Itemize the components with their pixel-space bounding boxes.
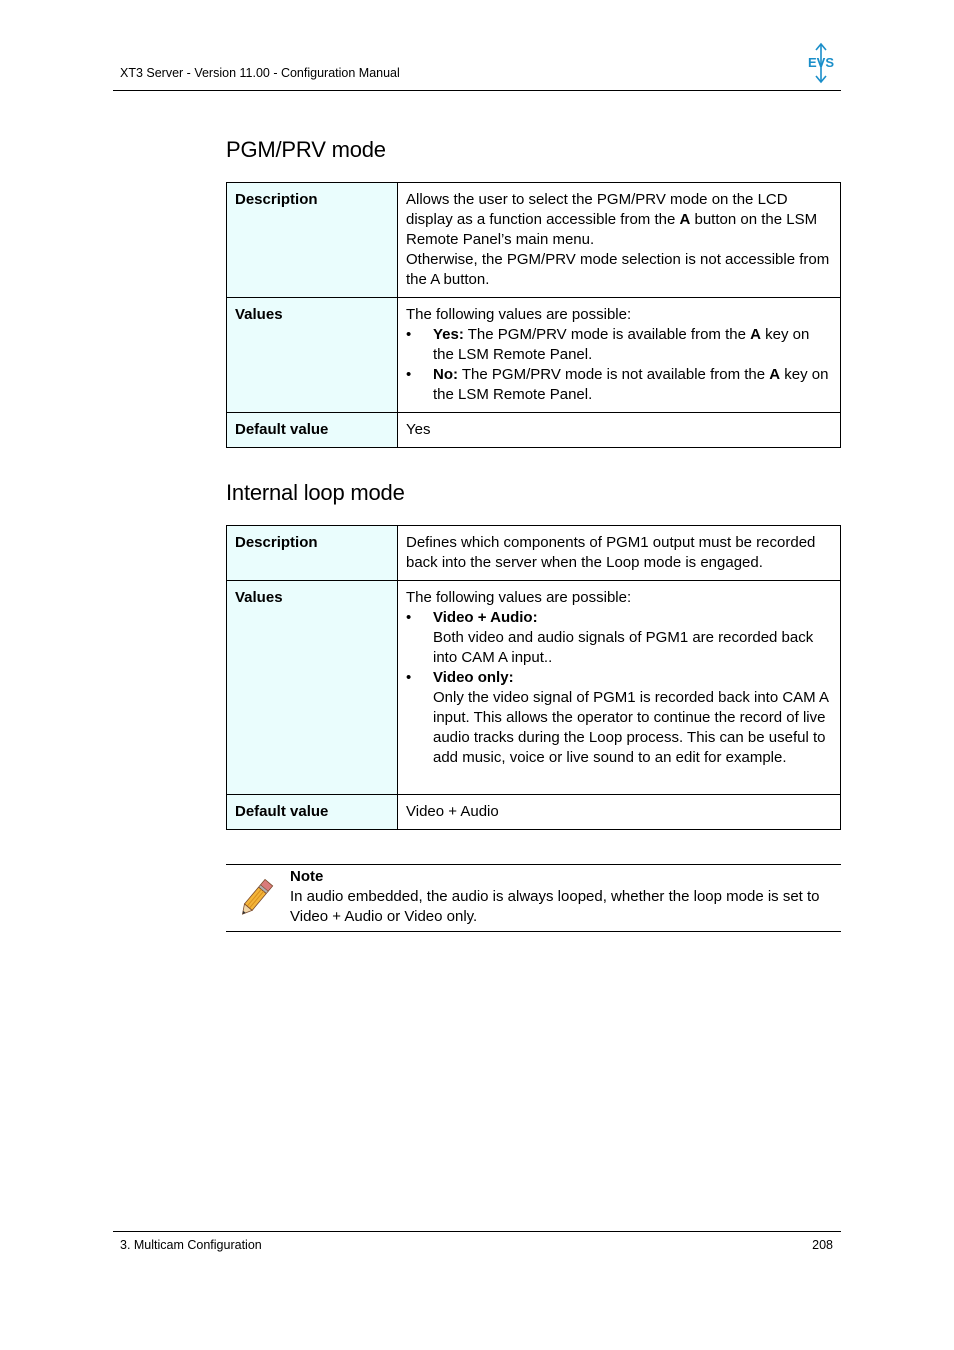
pgm-prv-table (226, 182, 841, 448)
internal-loop-table (226, 525, 841, 830)
evs-logo (804, 42, 838, 84)
header-divider (113, 90, 841, 91)
footer-chapter: 3. Multicam Configuration (120, 1238, 262, 1252)
section-title-pgm-prv: PGM/PRV mode (226, 137, 386, 162)
list-item: • Video only: Only the video signal of PGM1 is recorded back into CAM A input. This allows the operator to continue the record of live audio tracks during the Loop process. This can be useful to add music, voice or live sound to an edit for example. (406, 669, 829, 766)
row-value: The following values are possible: • Yes: The PGM/PRV mode is available from the A key on the LSM Remote Panel. • No: The PGM/PRV mode is not available from the A key on the LSM Remote Panel. (398, 298, 841, 413)
row-key: Values (227, 298, 398, 413)
note-title: Note (290, 868, 324, 885)
row-value: Defines which components of PGM1 output must be recorded back into the server when the Loop mode is engaged. (398, 526, 841, 581)
row-value: The following values are possible: • Video + Audio: Both video and audio signals of PGM1 are recorded back into CAM A input.. • Video only: Only the video signal of PGM1 is recorded back into CAM A input. This allows the operator to continue the record of live audio tracks during the Loop process. This can be useful to add music, voice or live sound to an edit for example. (398, 581, 841, 795)
row-key: Default value (227, 413, 398, 448)
section-title-internal-loop: Internal loop mode (226, 480, 405, 505)
row-key: Values (227, 581, 398, 795)
list-item: • Video + Audio: Both video and audio signals of PGM1 are recorded back into CAM A input.. (406, 609, 814, 666)
list-item: • Yes: The PGM/PRV mode is available from the A key on the LSM Remote Panel. (406, 326, 810, 363)
note-divider-top (226, 864, 841, 865)
footer-divider (113, 1231, 841, 1232)
row-value: Allows the user to select the PGM/PRV mode on the LCD display as a function accessible from the A button on the LSM Remote Panel’s main menu. Otherwise, the PGM/PRV mode selection is not accessible from the A button. (398, 183, 841, 298)
row-value: Yes (398, 413, 841, 448)
pencil-icon (232, 874, 280, 922)
logo-text: EVS (807, 55, 835, 70)
table-row (227, 526, 841, 581)
table-row (227, 795, 841, 830)
table-row (227, 298, 841, 413)
row-value: Video + Audio (398, 795, 841, 830)
note-divider-bottom (226, 931, 841, 932)
table-row (227, 183, 841, 298)
header-title: XT3 Server - Version 11.00 - Configuration Manual (120, 66, 400, 80)
row-key: Description (227, 183, 398, 298)
list-item: • No: The PGM/PRV mode is not available from the A key on the LSM Remote Panel. (406, 366, 829, 403)
table-row (227, 413, 841, 448)
row-key: Description (227, 526, 398, 581)
row-key: Default value (227, 795, 398, 830)
note-text: In audio embedded, the audio is always looped, whether the loop mode is set to Video + Audio or Video only. (290, 888, 820, 925)
table-row (227, 581, 841, 795)
page-number: 208 (812, 1238, 833, 1252)
